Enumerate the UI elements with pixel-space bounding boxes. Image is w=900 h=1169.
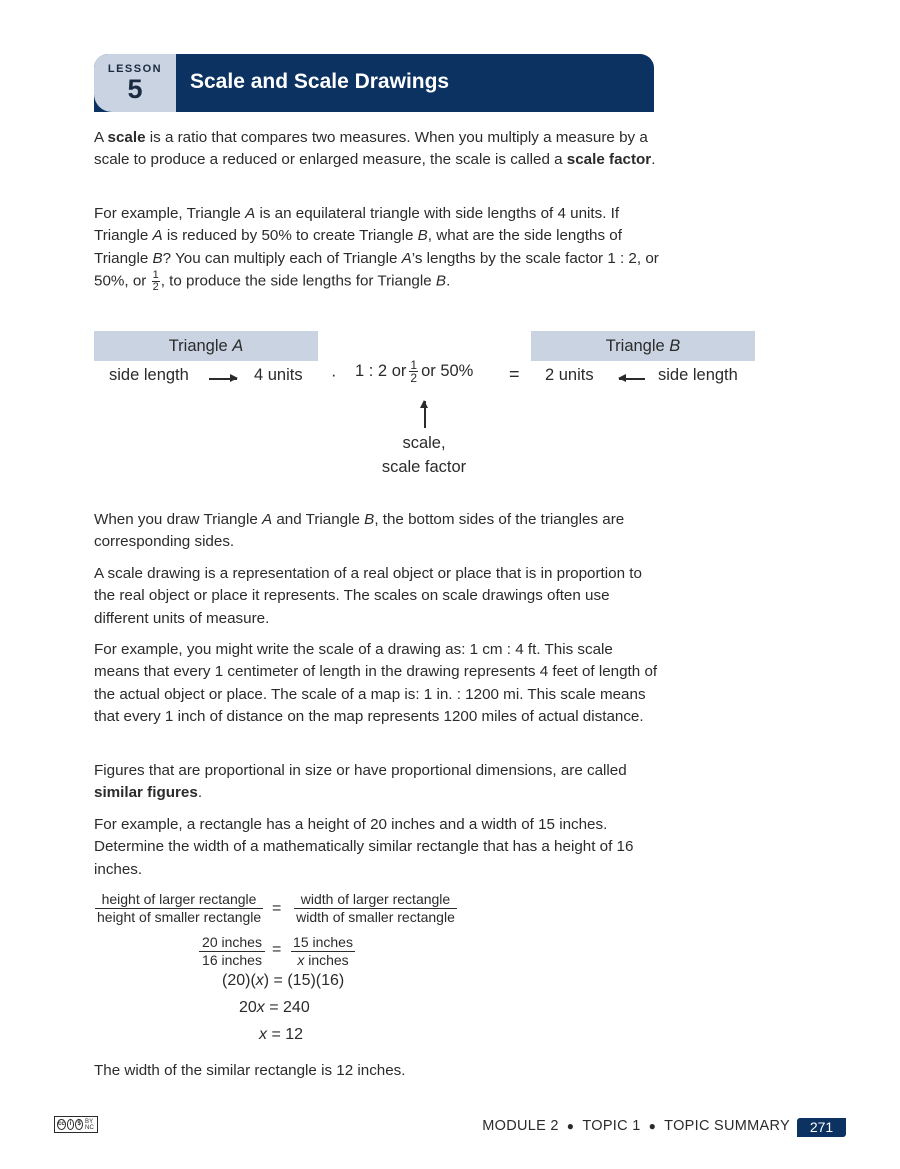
diagram-one-half-fraction: $\frac{1}{2}$ xyxy=(410,358,418,385)
equation-equals-1: = xyxy=(272,900,282,917)
creative-commons-icon: cc i $ BY NC xyxy=(54,1116,98,1133)
up-arrow-icon xyxy=(424,401,426,428)
right-arrow-icon xyxy=(209,378,237,380)
lesson-tab xyxy=(94,54,176,112)
triangle-example-paragraph: For example, Triangle A is an equilateral triangle with side lengths of 4 units. If Triangle A is reduced by 50% to create Triangle B, what are the side lengths of Triangle B? You can multiply each of Triangle A’s lengths by the scale factor 1 : 2, or 50%, or $\frac{1}{2}$ , to produce the side lengths for Triangle B. xyxy=(94,205,659,294)
term-scale: scale xyxy=(107,129,146,146)
cross-multiply-line: (20)(x) = (15)(16) xyxy=(222,972,345,989)
term-scale-factor: scale factor xyxy=(566,151,652,169)
triangle-a-side-value: 4 units xyxy=(254,366,303,384)
scale-label: scale, xyxy=(402,434,446,452)
footer-topic: TOPIC 1 xyxy=(582,1118,641,1134)
equation-equals-2: = xyxy=(272,941,282,958)
left-arrow-icon xyxy=(619,378,645,380)
triangle-b-side-value: 2 units xyxy=(545,366,594,384)
footer-module: MODULE 2 xyxy=(482,1118,559,1134)
one-half-fraction: $\frac{1}{2}$ xyxy=(152,269,159,294)
rectangle-example-paragraph: For example, a rectangle has a height of 20 inches and a width of 15 inches. Determine the width of a mathematically similar rectangle that has a height of 16 inches. xyxy=(94,816,634,878)
width-ratio-fraction: width of larger rectangle width of smaller rectangle xyxy=(294,891,457,926)
scale-definition-paragraph: A scale is a ratio that compares two measures. When you multiply a measure by a scale to produce a reduced or enlarged measure, the scale is called a scale factor. xyxy=(94,129,656,169)
footer-section: TOPIC SUMMARY xyxy=(664,1118,790,1134)
similar-figures-paragraph: Figures that are proportional in size or have proportional dimensions, are called similar figures. xyxy=(94,762,627,802)
corresponding-sides-paragraph: When you draw Triangle A and Triangle B, the bottom sides of the triangles are corresponding sides. xyxy=(94,511,625,551)
triangle-a-side-label: side length xyxy=(109,366,189,384)
simplify-line: 20x = 240 xyxy=(239,999,310,1016)
scale-example-paragraph: For example, you might write the scale of a drawing as: 1 cm : 4 ft. This scale means that every 1 centimeter of length in the drawing represents 4 feet of length of the actual object or place. The scale of a map is: 1 in. : 1200 mi. This scale means that every 1 inch of distance on the map represents 1200 miles of actual distance. xyxy=(94,641,658,726)
conclusion-paragraph: The width of the similar rectangle is 12 inches. xyxy=(94,1062,406,1079)
footer-breadcrumb: MODULE 2 ● TOPIC 1 ● TOPIC SUMMARY xyxy=(482,1118,790,1134)
inches-width-fraction: 15 inches x inches xyxy=(291,934,355,969)
lesson-number: 5 xyxy=(127,74,143,104)
equals-sign: = xyxy=(509,364,520,384)
lesson-word: LESSON xyxy=(107,63,163,75)
height-ratio-fraction: height of larger rectangle height of smaller rectangle xyxy=(97,891,262,925)
triangle-a-header: Triangle A xyxy=(94,331,318,361)
triangle-b-header: Triangle B xyxy=(531,331,755,361)
scale-factor-label: scale factor xyxy=(381,458,467,476)
solution-line: x = 12 xyxy=(259,1026,304,1043)
scale-drawing-paragraph: A scale drawing is a representation of a real object or place that is in proportion to the real object or place it represents. The scales on scale drawings often use different units of measure. xyxy=(94,565,642,627)
page-number: 271 xyxy=(797,1118,846,1137)
multiply-dot: · xyxy=(331,366,337,384)
page-title: Scale and Scale Drawings xyxy=(190,70,450,93)
triangle-b-side-label: side length xyxy=(658,366,738,384)
inches-height-fraction: 20 inches 16 inches xyxy=(199,934,265,969)
scale-ratio: 1 : 2 or $\frac{1}{2}$ or 50% xyxy=(355,358,474,385)
term-similar-figures: similar figures xyxy=(94,784,198,802)
